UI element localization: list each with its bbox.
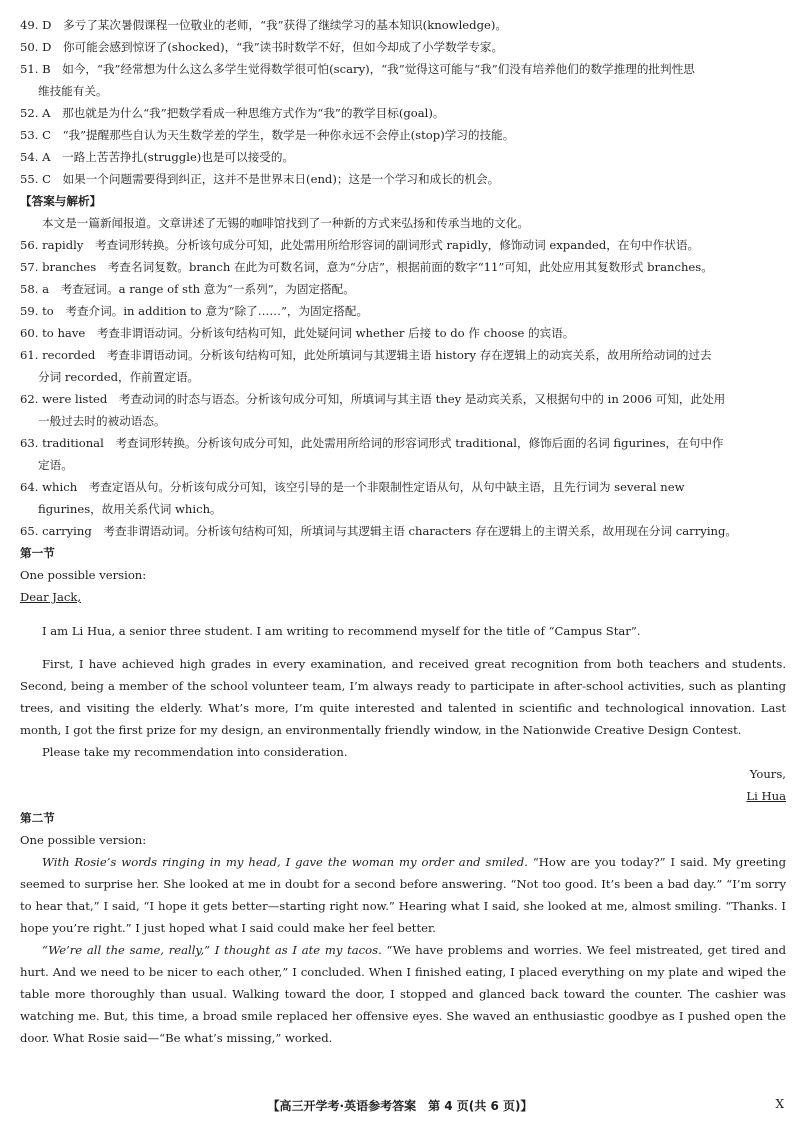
story-text: “How are you today?” I said. My greeting seemed to surprise her. She looked at me in doubt for a second before answering. “Not too good. It’s been a bad day.” “I’m sorry to hear that,” I said, “I hope it gets better—starting right now.” Hearing what I said, she looked at me, almost smiling. “Thanks. I hope you’re right.” I just hoped what I said could make her feel better. — [20, 855, 786, 936]
answer-line: 52. A 那也就是为什么“我”把数学看成一种思维方式作为“我”的教学目标(goal)。 — [20, 106, 445, 120]
version-label: One possible version: — [20, 568, 147, 582]
answer-line: 65. carrying 考查非谓语动词。分析该句结构可知，所填词与其逻辑主语 characters 存在逻辑上的主谓关系，故用现在分词 carrying。 — [20, 524, 738, 538]
answer-line: 62. were listed 考查动词的时态与语态。分析该句成分可知，所填词与其主语 they 是动宾关系，又根据句中的 in 2006 可知，此处用 — [20, 392, 726, 406]
answer-line: 56. rapidly 考查词形转换。分析该句成分可知，此处需用所给形容词的副词形式 rapidly，修饰动词 expanded，在句中作状语。 — [20, 238, 700, 252]
answer-page — [20, 14, 786, 1049]
answer-line: 49. D 多亏了某次暑假课程一位敬业的老师，“我”获得了继续学习的基本知识(knowledge)。 — [20, 18, 507, 32]
answer-line: 53. C “我”提醒那些自认为天生数学差的学生，数学是一种你永远不会停止(stop)学习的技能。 — [20, 128, 515, 142]
salutation: Dear Jack, — [20, 590, 82, 604]
answer-line: 54. A 一路上苦苦挣扎(struggle)也是可以接受的。 — [20, 150, 295, 164]
letter-paragraph: First, I have achieved high grades in every examination, and received great recognition from both teachers and students. Second, being a member of the school volunteer team, I’m always ready to participate in after-school activities, such as planting trees, and visiting the elderly. What’s more, I’m quite interested and talented in scientific and technological innovation. Last month, I got the first prize for my design, an environmentally friendly window, in the Nationwide Creative Design Contest. — [20, 657, 786, 738]
answer-line: 50. D 你可能会感到惊讶了(shocked)，“我”读书时数学不好，但如今却成了小学数学专家。 — [20, 40, 504, 54]
story-text: “We have problems and worries. We feel mistreated, get tired and hurt. And we need to be nicer to each other,” I concluded. When I finished eating, I placed everything on my plate and wiped the table more thoroughly than usual. Walking toward the door, I stopped and glanced back toward the counter. The cashier was watching me. But, this time, a broad smile replaced her offensive eyes. She waved an enthusiastic goodbye as I pushed open the door. What Rosie said—“Be what’s missing,” worked. — [20, 943, 786, 1046]
answer-line: 59. to 考查介词。in addition to 意为“除了……”，为固定搭配。 — [20, 304, 369, 318]
answer-line: 维技能有关。 — [38, 84, 108, 98]
version-label: One possible version: — [20, 833, 147, 848]
answer-line: 61. recorded 考查非谓语动词。分析该句结构可知，此处所填词与其逻辑主语 history 存在逻辑上的动宾关系，故用所给动词的过去 — [20, 348, 712, 362]
letter-closing: Yours, — [749, 767, 786, 782]
answer-line: 64. which 考查定语从句。分析该句成分可知，该空引导的是一个非限制性定语从句，从句中缺主语，且先行词为 several new — [20, 480, 685, 494]
section1-heading: 第一节 — [20, 546, 55, 560]
letter-signature: Li Hua — [746, 789, 786, 804]
intro-text: 本文是一篇新闻报道。文章讲述了无锡的咖啡馆找到了一种新的方式来弘扬和传承当地的文化。 — [42, 216, 529, 230]
story-italic-lead: With Rosie’s words ringing in my head, I gave the woman my order and smiled. — [42, 855, 528, 870]
story-paragraph — [20, 851, 786, 939]
answer-line: 分词 recorded，作前置定语。 — [38, 370, 200, 384]
answer-line: 63. traditional 考查词形转换。分析该句成分可知，此处需用所给词的形容词形式 traditional，修饰后面的名词 figurines，在句中作 — [20, 436, 724, 450]
page-footer: 【高三开学考·英语参考答案 第 4 页(共 6 页)】 — [267, 1099, 533, 1113]
story-italic-lead: “We’re all the same, really,” I thought as I ate my tacos. — [42, 943, 382, 958]
answer-line: 60. to have 考查非谓语动词。分析该句结构可知，此处疑问词 whether 后接 to do 作 choose 的宾语。 — [20, 326, 575, 340]
corner-mark: X — [775, 1097, 784, 1111]
answer-line: 55. C 如果一个问题需要得到纠正，这并不是世界末日(end)；这是一个学习和成长的机会。 — [20, 172, 500, 186]
section-heading: 【答案与解析】 — [20, 194, 102, 208]
letter-paragraph: I am Li Hua, a senior three student. I am writing to recommend myself for the title of “Campus Star”. — [42, 623, 641, 638]
answer-line: 51. B 如今，“我”经常想为什么这么多学生觉得数学很可怕(scary)，“我”觉得这可能与“我”们没有培养他们的数学推理的批判性思 — [20, 62, 695, 76]
answer-line: 一般过去时的被动语态。 — [38, 414, 166, 428]
answer-line: 58. a 考查冠词。a range of sth 意为“一系列”，为固定搭配。 — [20, 282, 355, 296]
answer-line: figurines，故用关系代词 which。 — [38, 502, 222, 516]
letter-signature-row — [20, 785, 786, 807]
story-paragraph — [20, 939, 786, 1049]
answer-line: 57. branches 考查名词复数。branch 在此为可数名词，意为“分店”，根据前面的数字“11”可知，此处应用其复数形式 branches。 — [20, 260, 713, 274]
section2-heading: 第二节 — [20, 811, 55, 826]
letter-paragraph: Please take my recommendation into consideration. — [42, 745, 348, 760]
answer-line: 定语。 — [38, 458, 73, 472]
